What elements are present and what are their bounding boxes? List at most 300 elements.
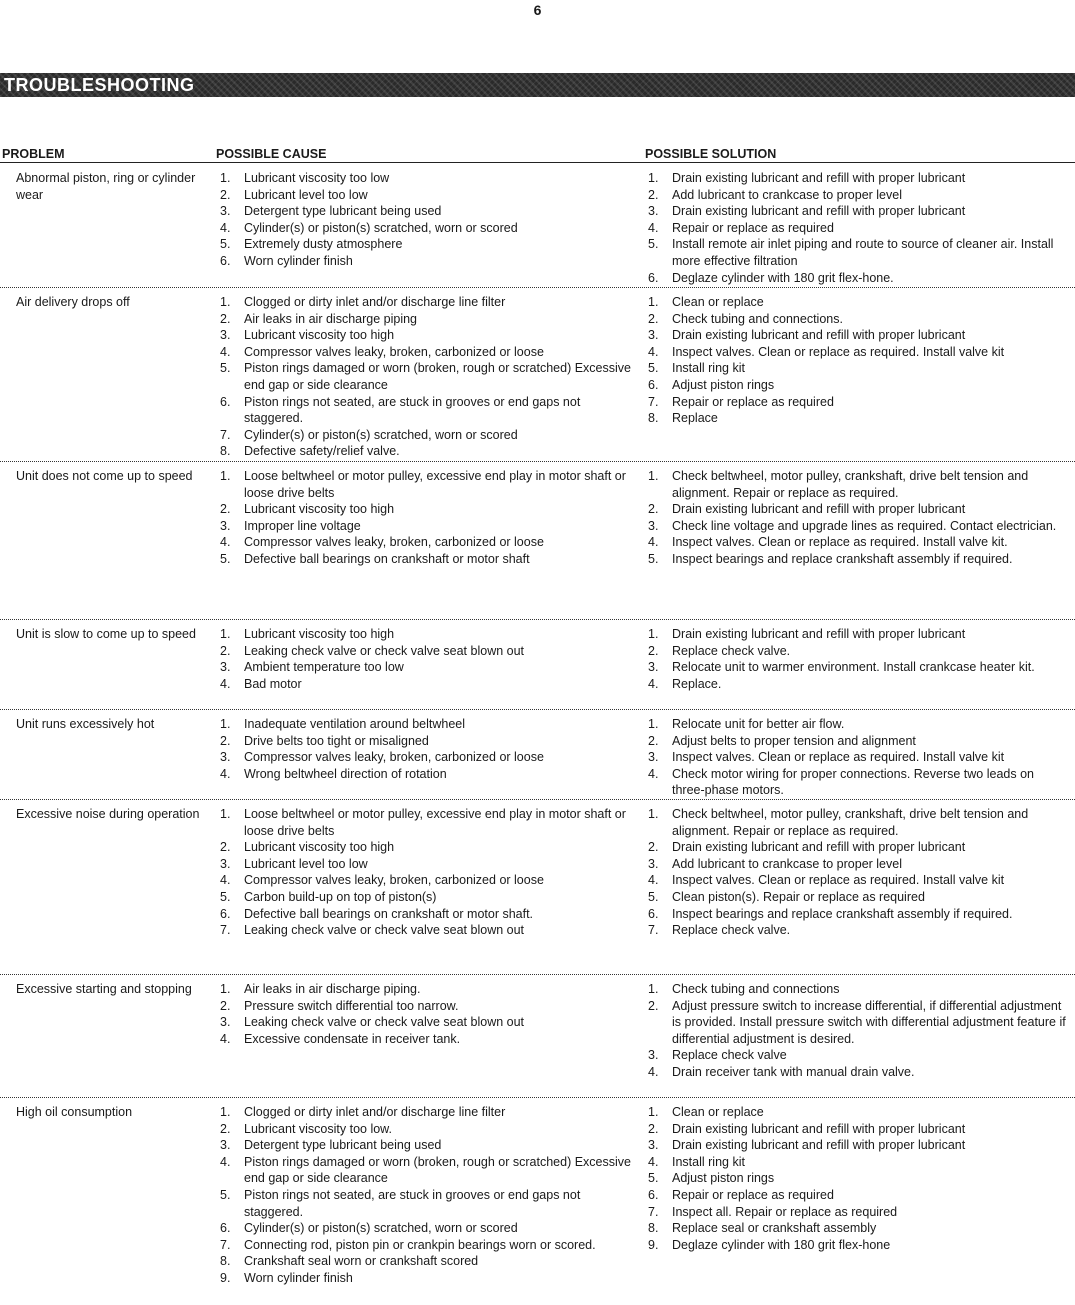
item-text: Bad motor xyxy=(244,676,302,691)
item-number: 4. xyxy=(220,873,231,888)
item-text: Lubricant viscosity too low. xyxy=(244,1121,392,1136)
table-row xyxy=(0,806,1075,975)
solution-item xyxy=(648,1121,1068,1138)
table-row xyxy=(0,1104,1075,1302)
item-text: Excessive condensate in receiver tank. xyxy=(244,1031,461,1046)
item-text: Piston rings not seated, are stuck in grooves or end gaps not staggered. xyxy=(244,1187,581,1219)
table-row xyxy=(0,981,1075,1098)
item-text: Deglaze cylinder with 180 grit flex-hone. xyxy=(672,270,894,285)
item-number: 9. xyxy=(648,1237,659,1252)
item-number: 4. xyxy=(220,220,231,235)
item-text: Repair or replace as required xyxy=(672,220,834,235)
item-text: Replace check valve. xyxy=(672,923,791,938)
item-number: 3. xyxy=(648,750,659,765)
problem-text: Unit is slow to come up to speed xyxy=(16,627,196,641)
item-text: Piston rings damaged or worn (broken, rough or scratched) Excessive end gap or side clearance xyxy=(244,361,631,392)
item-text: Drain existing lubricant and refill with proper lubricant xyxy=(672,1121,966,1136)
item-number: 4. xyxy=(220,1031,231,1046)
cause-list xyxy=(220,1104,640,1287)
item-text: Drain existing lubricant and refill with proper lubricant xyxy=(672,204,966,219)
cause-item xyxy=(220,236,640,253)
item-number: 5. xyxy=(220,889,231,904)
solution-list xyxy=(648,626,1068,692)
item-text: Lubricant viscosity too high xyxy=(244,627,395,641)
solution-item xyxy=(648,1047,1068,1064)
item-text: Inspect bearings and replace crankshaft assembly if required. xyxy=(672,551,1013,566)
item-number: 3. xyxy=(648,856,659,871)
item-number: 6. xyxy=(220,906,231,921)
cause-item xyxy=(220,1253,640,1270)
item-number: 1. xyxy=(220,982,231,996)
cause-item xyxy=(220,1237,640,1254)
cause-item xyxy=(220,187,640,204)
item-number: 2. xyxy=(648,502,659,517)
item-number: 1. xyxy=(648,1105,659,1119)
solution-item xyxy=(648,998,1068,1048)
item-number: 7. xyxy=(220,1237,231,1252)
item-text: Lubricant level too low xyxy=(244,187,368,202)
item-text: Adjust belts to proper tension and alignment xyxy=(672,733,916,748)
item-number: 6. xyxy=(648,377,659,392)
cause-item xyxy=(220,626,640,643)
solution-item xyxy=(648,518,1068,535)
page-number: 6 xyxy=(533,2,542,18)
cause-list xyxy=(220,716,640,782)
item-text: Leaking check valve or check valve seat blown out xyxy=(244,1015,525,1030)
item-text: Replace. xyxy=(672,676,722,691)
item-text: Replace check valve. xyxy=(672,643,791,658)
item-text: Lubricant viscosity too high xyxy=(244,840,395,855)
item-text: Piston rings not seated, are stuck in grooves or end gaps not staggered. xyxy=(244,394,581,426)
table-row xyxy=(0,294,1075,462)
item-text: Lubricant viscosity too low xyxy=(244,171,390,185)
item-text: Adjust piston rings xyxy=(672,1171,775,1186)
item-number: 5. xyxy=(220,551,231,566)
solution-item xyxy=(648,236,1068,269)
item-text: Worn cylinder finish xyxy=(244,253,353,268)
item-text: Install ring kit xyxy=(672,1154,745,1169)
solution-item xyxy=(648,377,1068,394)
solution-item xyxy=(648,839,1068,856)
item-text: Clogged or dirty inlet and/or discharge line filter xyxy=(244,1105,506,1119)
solution-item xyxy=(648,170,1068,187)
item-text: Drain existing lubricant and refill with proper lubricant xyxy=(672,171,966,185)
item-number: 1. xyxy=(220,171,231,185)
cause-item xyxy=(220,427,640,444)
item-number: 7. xyxy=(648,923,659,938)
solution-item xyxy=(648,410,1068,427)
item-number: 3. xyxy=(648,1048,659,1063)
item-text: Adjust piston rings xyxy=(672,377,775,392)
item-number: 1. xyxy=(220,807,231,821)
item-text: Repair or replace as required xyxy=(672,394,834,409)
item-text: Inspect valves. Clean or replace as required. Install valve kit xyxy=(672,750,1005,765)
item-number: 5. xyxy=(220,361,231,376)
item-text: Clogged or dirty inlet and/or discharge line filter xyxy=(244,295,506,309)
cause-list xyxy=(220,981,640,1047)
solution-item xyxy=(648,1154,1068,1171)
cause-item xyxy=(220,1187,640,1220)
cause-list xyxy=(220,626,640,692)
solution-item xyxy=(648,856,1068,873)
cause-item xyxy=(220,733,640,750)
item-number: 3. xyxy=(220,1138,231,1153)
solution-item xyxy=(648,922,1068,939)
cause-item xyxy=(220,872,640,889)
solution-item xyxy=(648,203,1068,220)
problem-text: Unit runs excessively hot xyxy=(16,717,155,731)
item-number: 7. xyxy=(220,427,231,442)
item-text: Defective ball bearings on crankshaft or motor shaft. xyxy=(244,906,534,921)
item-number: 2. xyxy=(220,1121,231,1136)
cause-item xyxy=(220,659,640,676)
problem-text: Air delivery drops off xyxy=(16,295,130,309)
item-text: Add lubricant to crankcase to proper level xyxy=(672,856,902,871)
item-text: Compressor valves leaky, broken, carbonized or loose xyxy=(244,873,544,888)
item-text: Loose beltwheel or motor pulley, excessive end play in motor shaft or loose drive belts xyxy=(244,469,626,500)
table-row xyxy=(0,170,1075,288)
table-row xyxy=(0,716,1075,800)
item-text: Adjust pressure switch to increase differential, if differential adjustment is provided. Install pressure switch with differential adjustment feature if differential adjustment is desired. xyxy=(672,998,1066,1046)
item-number: 3. xyxy=(648,660,659,675)
item-number: 3. xyxy=(648,204,659,219)
solution-item xyxy=(648,872,1068,889)
item-number: 2. xyxy=(648,840,659,855)
item-text: Drain existing lubricant and refill with proper lubricant xyxy=(672,502,966,517)
item-text: Clean or replace xyxy=(672,1105,764,1119)
item-text: Pressure switch differential too narrow. xyxy=(244,998,459,1013)
item-number: 1. xyxy=(648,469,659,483)
item-text: Air leaks in air discharge piping xyxy=(244,311,418,326)
problem-column-header: PROBLEM xyxy=(2,147,65,161)
item-text: Check tubing and connections. xyxy=(672,311,843,326)
item-text: Check motor wiring for proper connections. Reverse two leads on three-phase motors. xyxy=(672,766,1034,798)
cause-item xyxy=(220,1104,640,1121)
item-number: 3. xyxy=(220,750,231,765)
problem-text: Excessive noise during operation xyxy=(16,807,200,821)
cause-item xyxy=(220,1121,640,1138)
solution-list xyxy=(648,294,1068,427)
item-text: Crankshaft seal worn or crankshaft scored xyxy=(244,1254,479,1269)
solution-list xyxy=(648,170,1068,286)
item-number: 1. xyxy=(220,469,231,483)
cause-item xyxy=(220,1154,640,1187)
item-number: 8. xyxy=(648,1221,659,1236)
solution-item xyxy=(648,294,1068,311)
item-number: 7. xyxy=(220,923,231,938)
cause-item xyxy=(220,518,640,535)
solution-item xyxy=(648,1204,1068,1221)
item-number: 5. xyxy=(648,889,659,904)
cause-item xyxy=(220,749,640,766)
solution-item xyxy=(648,981,1068,998)
cause-item xyxy=(220,1137,640,1154)
item-number: 1. xyxy=(648,982,659,996)
item-text: Defective safety/relief valve. xyxy=(244,444,400,459)
item-number: 4. xyxy=(648,220,659,235)
cause-list xyxy=(220,170,640,270)
solution-item xyxy=(648,806,1068,839)
item-number: 3. xyxy=(220,660,231,675)
item-number: 5. xyxy=(648,361,659,376)
cause-item xyxy=(220,253,640,270)
item-number: 2. xyxy=(220,733,231,748)
item-number: 2. xyxy=(648,643,659,658)
item-number: 5. xyxy=(220,237,231,252)
problem-text: Unit does not come up to speed xyxy=(16,469,193,483)
solution-item xyxy=(648,551,1068,568)
item-number: 1. xyxy=(220,717,231,731)
cause-item xyxy=(220,501,640,518)
solution-column-header: POSSIBLE SOLUTION xyxy=(645,147,777,161)
item-number: 3. xyxy=(648,1138,659,1153)
item-number: 4. xyxy=(220,676,231,691)
item-text: Drain existing lubricant and refill with proper lubricant xyxy=(672,328,966,343)
item-text: Install ring kit xyxy=(672,361,745,376)
cause-item xyxy=(220,1220,640,1237)
cause-item xyxy=(220,766,640,783)
cause-item xyxy=(220,643,640,660)
item-number: 8. xyxy=(220,444,231,459)
cause-item xyxy=(220,203,640,220)
cause-item xyxy=(220,327,640,344)
item-number: 4. xyxy=(220,766,231,781)
solution-item xyxy=(648,311,1068,328)
item-number: 2. xyxy=(220,840,231,855)
cause-item xyxy=(220,360,640,393)
item-number: 6. xyxy=(648,906,659,921)
cause-item xyxy=(220,906,640,923)
cause-item xyxy=(220,534,640,551)
solution-item xyxy=(648,501,1068,518)
item-text: Check line voltage and upgrade lines as required. Contact electrician. xyxy=(672,518,1057,533)
item-number: 2. xyxy=(220,998,231,1013)
item-number: 2. xyxy=(648,1121,659,1136)
item-text: Piston rings damaged or worn (broken, rough or scratched) Excessive end gap or side clearance xyxy=(244,1154,631,1186)
item-number: 2. xyxy=(648,733,659,748)
item-text: Loose beltwheel or motor pulley, excessive end play in motor shaft or loose drive belts xyxy=(244,807,626,838)
item-number: 1. xyxy=(648,171,659,185)
solution-item xyxy=(648,733,1068,750)
item-text: Compressor valves leaky, broken, carbonized or loose xyxy=(244,535,544,550)
item-text: Check beltwheel, motor pulley, crankshaft, drive belt tension and alignment. Repair or replace as required. xyxy=(672,807,1029,838)
item-number: 3. xyxy=(220,518,231,533)
cause-item xyxy=(220,344,640,361)
item-text: Ambient temperature too low xyxy=(244,660,404,675)
solution-item xyxy=(648,749,1068,766)
cause-item xyxy=(220,806,640,839)
cause-item xyxy=(220,1031,640,1048)
item-number: 1. xyxy=(220,627,231,641)
table-row xyxy=(0,468,1075,620)
solution-item xyxy=(648,1104,1068,1121)
item-number: 1. xyxy=(220,1105,231,1119)
item-number: 4. xyxy=(648,873,659,888)
cause-item xyxy=(220,922,640,939)
item-text: Compressor valves leaky, broken, carbonized or loose xyxy=(244,344,544,359)
solution-item xyxy=(648,906,1068,923)
item-text: Cylinder(s) or piston(s) scratched, worn or scored xyxy=(244,427,518,442)
solution-list xyxy=(648,806,1068,939)
problem-text: Excessive starting and stopping xyxy=(16,982,192,996)
solution-item xyxy=(648,468,1068,501)
item-text: Air leaks in air discharge piping. xyxy=(244,982,421,996)
cause-item xyxy=(220,394,640,427)
item-text: Cylinder(s) or piston(s) scratched, worn or scored xyxy=(244,220,518,235)
cause-item xyxy=(220,716,640,733)
item-text: Drive belts too tight or misaligned xyxy=(244,733,429,748)
item-number: 4. xyxy=(648,766,659,781)
cause-item xyxy=(220,1270,640,1287)
cause-item xyxy=(220,676,640,693)
item-text: Inspect valves. Clean or replace as required. Install valve kit xyxy=(672,344,1005,359)
item-text: Relocate unit for better air flow. xyxy=(672,717,845,731)
solution-item xyxy=(648,344,1068,361)
item-number: 6. xyxy=(648,270,659,285)
cause-column-header: POSSIBLE CAUSE xyxy=(216,147,327,161)
item-number: 6. xyxy=(220,394,231,409)
item-text: Lubricant viscosity too high xyxy=(244,328,395,343)
solution-item xyxy=(648,1187,1068,1204)
item-text: Check beltwheel, motor pulley, crankshaft, drive belt tension and alignment. Repair or replace as required. xyxy=(672,469,1029,500)
item-number: 2. xyxy=(648,311,659,326)
cause-item xyxy=(220,856,640,873)
item-text: Carbon build-up on top of piston(s) xyxy=(244,889,437,904)
cause-item xyxy=(220,170,640,187)
item-text: Replace seal or crankshaft assembly xyxy=(672,1221,877,1236)
item-number: 3. xyxy=(220,856,231,871)
solution-item xyxy=(648,676,1068,693)
solution-item xyxy=(648,1220,1068,1237)
solution-list xyxy=(648,1104,1068,1253)
solution-item xyxy=(648,187,1068,204)
item-number: 6. xyxy=(220,1221,231,1236)
item-text: Drain existing lubricant and refill with proper lubricant xyxy=(672,840,966,855)
cause-item xyxy=(220,220,640,237)
item-number: 2. xyxy=(648,187,659,202)
cause-list xyxy=(220,806,640,939)
solution-item xyxy=(648,1064,1068,1081)
item-number: 4. xyxy=(648,344,659,359)
item-number: 8. xyxy=(220,1254,231,1269)
cause-item xyxy=(220,1014,640,1031)
item-text: Clean piston(s). Repair or replace as required xyxy=(672,889,925,904)
item-number: 8. xyxy=(648,411,659,426)
solution-list xyxy=(648,468,1068,568)
solution-item xyxy=(648,1137,1068,1154)
item-number: 4. xyxy=(648,676,659,691)
solution-item xyxy=(648,270,1068,287)
solution-item xyxy=(648,327,1068,344)
item-number: 3. xyxy=(220,328,231,343)
solution-list xyxy=(648,716,1068,799)
item-text: Leaking check valve or check valve seat blown out xyxy=(244,923,525,938)
item-number: 1. xyxy=(648,627,659,641)
item-text: Repair or replace as required xyxy=(672,1187,834,1202)
item-text: Lubricant viscosity too high xyxy=(244,502,395,517)
item-number: 3. xyxy=(648,328,659,343)
solution-item xyxy=(648,643,1068,660)
cause-item xyxy=(220,998,640,1015)
item-text: Inspect all. Repair or replace as required xyxy=(672,1204,898,1219)
item-text: Detergent type lubricant being used xyxy=(244,204,442,219)
item-number: 4. xyxy=(220,344,231,359)
table-row xyxy=(0,626,1075,710)
cause-list xyxy=(220,468,640,568)
problem-text: Abnormal piston, ring or cylinder wear xyxy=(16,171,196,202)
item-text: Leaking check valve or check valve seat blown out xyxy=(244,643,525,658)
cause-item xyxy=(220,311,640,328)
section-banner xyxy=(0,73,1075,97)
item-number: 2. xyxy=(220,502,231,517)
solution-item xyxy=(648,659,1068,676)
item-number: 9. xyxy=(220,1270,231,1285)
cause-item xyxy=(220,443,640,460)
section-title: TROUBLESHOOTING xyxy=(4,75,195,95)
item-text: Worn cylinder finish xyxy=(244,1270,353,1285)
item-text: Lubricant level too low xyxy=(244,856,368,871)
item-text: Install remote air inlet piping and route to source of cleaner air. Install more effective filtration xyxy=(672,237,1054,268)
cause-item xyxy=(220,468,640,501)
item-number: 3. xyxy=(648,518,659,533)
item-text: Check tubing and connections xyxy=(672,982,840,996)
item-number: 7. xyxy=(648,394,659,409)
cause-item xyxy=(220,981,640,998)
item-text: Connecting rod, piston pin or crankpin bearings worn or scored. xyxy=(244,1237,596,1252)
item-number: 3. xyxy=(220,204,231,219)
item-text: Detergent type lubricant being used xyxy=(244,1138,442,1153)
item-number: 4. xyxy=(648,1154,659,1169)
solution-item xyxy=(648,626,1068,643)
item-text: Clean or replace xyxy=(672,295,764,309)
item-number: 5. xyxy=(648,1171,659,1186)
item-number: 1. xyxy=(648,295,659,309)
cause-item xyxy=(220,294,640,311)
item-text: Drain existing lubricant and refill with proper lubricant xyxy=(672,1138,966,1153)
item-number: 4. xyxy=(648,1064,659,1079)
item-number: 4. xyxy=(648,535,659,550)
item-text: Improper line voltage xyxy=(244,518,361,533)
solution-item xyxy=(648,394,1068,411)
solution-list xyxy=(648,981,1068,1081)
item-number: 1. xyxy=(648,717,659,731)
item-text: Replace check valve xyxy=(672,1048,787,1063)
item-number: 2. xyxy=(220,643,231,658)
solution-item xyxy=(648,220,1068,237)
item-number: 5. xyxy=(648,551,659,566)
solution-item xyxy=(648,766,1068,799)
problem-text: High oil consumption xyxy=(16,1105,133,1119)
item-number: 4. xyxy=(220,1154,231,1169)
item-number: 1. xyxy=(220,295,231,309)
item-number: 5. xyxy=(220,1187,231,1202)
item-text: Deglaze cylinder with 180 grit flex-hone xyxy=(672,1237,891,1252)
item-text: Extremely dusty atmosphere xyxy=(244,237,403,252)
item-number: 2. xyxy=(648,998,659,1013)
item-number: 2. xyxy=(220,311,231,326)
item-text: Compressor valves leaky, broken, carbonized or loose xyxy=(244,750,544,765)
item-number: 2. xyxy=(220,187,231,202)
item-number: 6. xyxy=(220,253,231,268)
solution-item xyxy=(648,1170,1068,1187)
item-text: Add lubricant to crankcase to proper level xyxy=(672,187,902,202)
header-rule xyxy=(0,162,1075,163)
item-text: Drain existing lubricant and refill with proper lubricant xyxy=(672,627,966,641)
solution-item xyxy=(648,716,1068,733)
item-text: Drain receiver tank with manual drain valve. xyxy=(672,1064,915,1079)
item-number: 7. xyxy=(648,1204,659,1219)
item-text: Inspect valves. Clean or replace as required. Install valve kit. xyxy=(672,535,1008,550)
